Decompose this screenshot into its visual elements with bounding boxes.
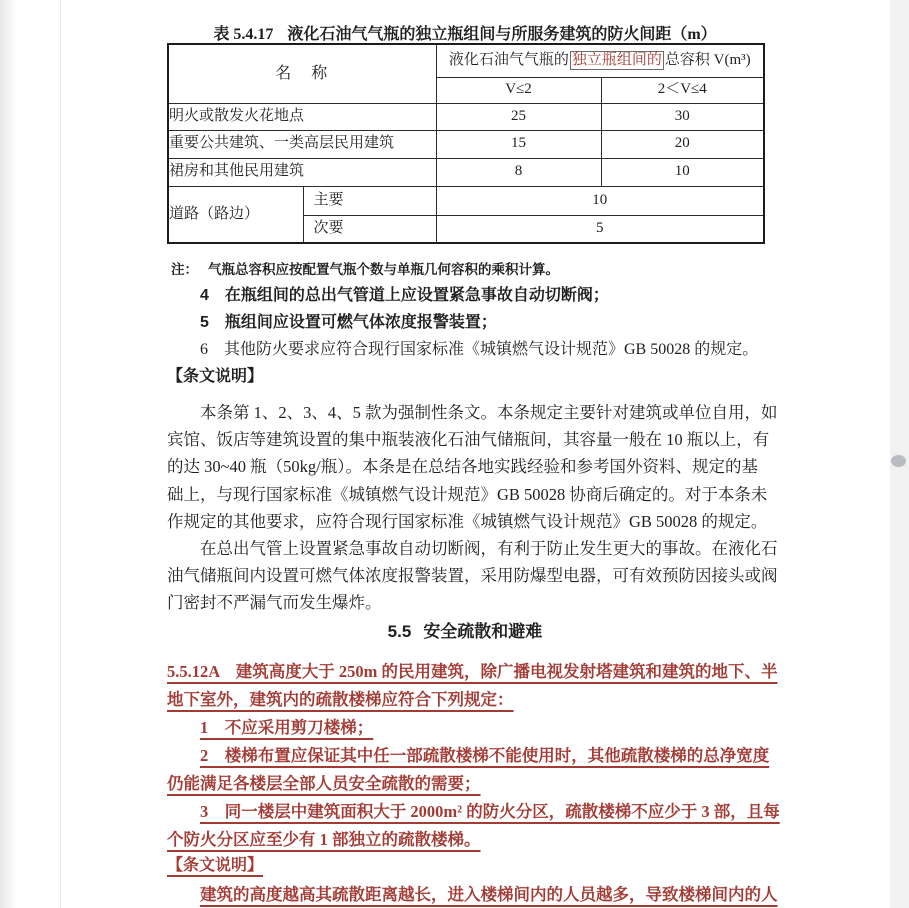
scrollbar-track[interactable] [890,0,909,908]
row-name: 裙房和其他民用建筑 [168,158,436,186]
clause-item-5 [200,312,497,334]
paragraph-line: 油气储瓶间内设置可燃气体浓度报警装置，采用防爆型电器，可有效预防因接头或阀 [167,566,778,586]
row-value-v2: 30 [601,103,764,130]
red-clause-line: 地下室外，建筑内的疏散楼梯应符合下列规定： [167,690,514,709]
red-explanation-line: 建筑的高度越高其疏散距离越长，进入楼梯间内的人员越多，导致楼梯间内的人 [200,885,778,904]
section-number: 5.5 [387,622,412,641]
red-clause-line: 个防火分区应至少有 1 部独立的疏散楼梯。 [167,830,481,849]
clause-item-6 [200,339,758,361]
col-header-v1: V≤2 [436,77,601,103]
table-row [168,186,764,215]
section-heading [167,621,763,643]
row-value-v1: 8 [436,158,601,186]
clause-text: 其他防火要求应符合现行国家标准《城镇燃气设计规范》GB 50028 的规定。 [224,341,759,358]
document-page [167,0,780,908]
note-text: 气瓶总容积应按配置气瓶个数与单瓶几何容积的乘积计算。 [208,262,559,277]
row-name: 重要公共建筑、一类高层民用建筑 [168,130,436,158]
table-caption [167,21,763,44]
table-header-capacity [436,44,764,77]
paragraph-line: 作规定的其他要求，应符合现行国家标准《城镇燃气设计规范》GB 50028 的规定。 [167,511,768,531]
table-note [171,258,559,278]
amendment-red-block [167,658,780,854]
road-value: 5 [436,215,764,243]
road-sub-label: 次要 [303,215,436,243]
red-clause-line: 1 不应采用剪刀楼梯； [200,718,374,737]
clause-number: 5 [200,314,209,331]
capacity-suffix: 总容积 V(m³) [664,52,751,69]
clause-item-4 [200,285,609,307]
paragraph-line: 门密封不严漏气而发生爆炸。 [167,593,382,613]
capacity-prefix: 液化石油气气瓶的 [448,52,569,69]
paragraph-line: 在总出气管上设置紧急事故自动切断阀，有利于防止发生更大的事故。在液化石 [200,538,778,558]
row-value-v1: 15 [436,130,601,158]
page-left-shadow [0,0,16,908]
road-value: 10 [436,186,764,215]
paragraph-line: 本条第 1、2、3、4、5 款为强制性条文。本条规定主要针对建筑或单位自用，如 [200,403,778,422]
scrollbar-thumb[interactable] [891,455,906,467]
table-row [168,103,764,130]
clause-number: 6 [200,341,208,358]
row-value-v1: 25 [436,103,601,130]
clause-text: 瓶组间应设置可燃气体浓度报警装置； [224,314,497,331]
road-sub-label: 主要 [303,186,436,215]
explanation-header: 【条文说明】 [167,368,264,385]
table-row [168,158,764,186]
clause-number: 4 [200,287,209,304]
explanation-paragraphs [167,399,778,617]
paragraph-line: 宾馆、饭店等建筑设置的集中瓶装液化石油气储瓶间，其容量一般在 10 瓶以上，有 [167,430,770,450]
table-caption-number: 表 5.4.17 [213,26,274,43]
road-label: 道路（路边） [168,186,303,243]
row-value-v2: 10 [601,158,764,186]
red-clause-line: 3 同一楼层中建筑面积大于 2000m² 的防火分区，疏散楼梯不应少于 3 部，且每 [200,802,780,821]
fire-separation-table [167,43,765,244]
table-header-name: 名 称 [168,44,436,103]
row-value-v2: 20 [601,130,764,158]
red-explanation-header: 【条文说明】 [167,857,264,874]
red-clause-line: 2 楼梯布置应保证其中任一部疏散楼梯不能使用时，其他疏散楼梯的总净宽度 [200,746,770,765]
row-name: 明火或散发火花地点 [168,103,436,130]
clause-text: 在瓶组间的总出气管道上应设置紧急事故自动切断阀； [224,287,609,304]
red-clause-line: 仍能满足各楼层全部人员安全疏散的需要； [167,774,481,793]
col-header-v2: 2＜V≤4 [601,77,764,103]
section-title: 安全疏散和避难 [423,622,543,641]
capacity-highlight-box: 独立瓶组间的 [570,51,664,70]
table-row [168,130,764,158]
note-label: 注： [171,262,198,277]
paragraph-line: 的达 30~40 瓶（50kg/瓶）。本条是在总结各地实践经验和参考国外资料、规定的基 [167,457,759,477]
paragraph-line: 础上，与现行国家标准《城镇燃气设计规范》GB 50028 协商后确定的。对于本条未 [167,484,768,504]
red-clause-line: 5.5.12A 建筑高度大于 250m 的民用建筑，除广播电视发射塔建筑和建筑的地下、半 [167,662,778,681]
page-edge-line [60,0,61,908]
table-caption-title: 液化石油气气瓶的独立瓶组间与所服务建筑的防火间距（m） [287,26,717,43]
